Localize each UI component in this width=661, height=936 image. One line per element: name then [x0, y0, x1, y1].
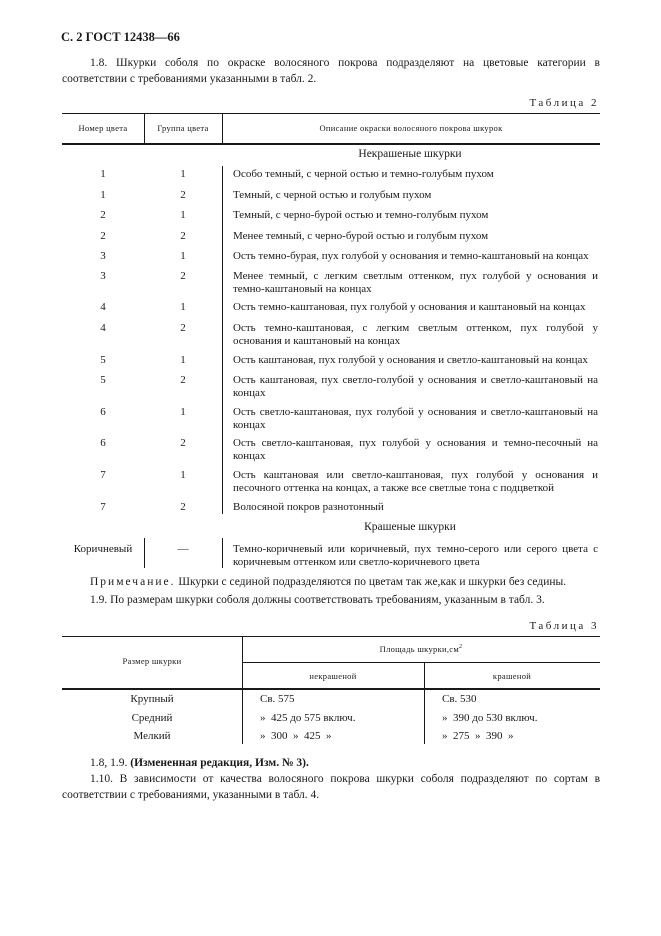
- color-description: Менее темный, с легким светлым оттенком, пух голубой у основания и темно-каштановый на концах: [233, 270, 598, 295]
- paragraph-1-10: 1.10. В зависимости от качества волосяного покрова шкурки соболя подразделяют по сортам в соответствии с требованиями, указанными в табл. 4.: [62, 773, 600, 801]
- color-description: Ость каштановая, пух светло-голубой у основания и светло-каштановый на концах: [233, 374, 598, 399]
- table-3-mid-rule: [242, 662, 600, 663]
- table-2-top-rule: [62, 113, 600, 114]
- color-group: 1: [180, 354, 186, 366]
- color-group: 1: [180, 301, 186, 313]
- color-number: 1: [100, 168, 106, 180]
- color-group: 1: [180, 250, 186, 262]
- color-number: 7: [100, 501, 106, 513]
- color-description: Темно-коричневый или коричневый, пух темно-серого или серого цвета с коричневым оттенком или светло-коричневого цвета: [233, 543, 598, 568]
- color-number: 3: [100, 250, 106, 262]
- color-number: 3: [100, 270, 106, 282]
- table-2-header-group: Группа цвета: [157, 123, 209, 133]
- table-3-caption: Таблица 3: [529, 620, 599, 632]
- color-group: 1: [180, 209, 186, 221]
- area-dyed: » 390 до 530 включ.: [442, 712, 538, 724]
- table-2-header-description: Описание окраски волосяного покрова шкурок: [319, 123, 503, 133]
- color-description: Темный, с черно-бурой остью и темно-голубым пухом: [233, 209, 489, 221]
- table-3-top-rule: [62, 636, 600, 637]
- color-number: 5: [100, 354, 106, 366]
- page-header: С. 2 ГОСТ 12438—66: [61, 30, 180, 44]
- table-2-header-rule: [62, 143, 600, 145]
- area-dyed: Св. 530: [442, 693, 477, 705]
- color-group: 2: [180, 189, 186, 201]
- table-3-header-undyed: некрашеной: [309, 671, 357, 681]
- color-description: Темный, с черной остью и голубым пухом: [233, 189, 432, 201]
- color-description: Ость темно-каштановая, с легким светлым оттенком, пух голубой у основания и каштановый на концах: [233, 322, 598, 347]
- color-description: Ость светло-каштановая, пух голубой у основания и светло-каштановый на концах: [233, 406, 598, 431]
- color-number: 2: [100, 230, 106, 242]
- color-group: 1: [180, 406, 186, 418]
- color-group: —: [177, 543, 189, 555]
- paragraph-1-9: 1.9. По размерам шкурки соболя должны соответствовать требованиям, указанным в табл. 3.: [90, 594, 545, 606]
- table-3-header-dyed: крашеной: [492, 671, 532, 681]
- size-name: Средний: [131, 712, 173, 724]
- area-undyed: » 425 до 575 включ.: [260, 712, 356, 724]
- color-description: Особо темный, с черной остью и темно-голубым пухом: [233, 168, 494, 180]
- table-2-body-divider: [222, 166, 223, 514]
- section-dyed-title: Крашеные шкурки: [364, 521, 456, 533]
- color-group: 1: [180, 168, 186, 180]
- color-group: 2: [180, 374, 186, 386]
- area-undyed: » 300 » 425 »: [260, 730, 332, 742]
- table-2-caption: Таблица 2: [529, 97, 599, 109]
- note-text: Шкурки с сединой подразделяются по цветам так же,как и шкурки без седины.: [178, 576, 567, 588]
- color-group: 2: [180, 322, 186, 334]
- note-label: Примечание.: [90, 576, 176, 588]
- color-description: Ость темно-каштановая, пух голубой у основания и каштановый на концах: [233, 301, 586, 313]
- table-3-header-size: Размер шкурки: [122, 656, 182, 666]
- color-description: Ость каштановая, пух голубой у основания и светло-каштановый на концах: [233, 354, 588, 366]
- color-description: Волосяной покров разнотонный: [233, 501, 384, 513]
- area-undyed: Св. 575: [260, 693, 295, 705]
- table-2-dyed-divider-2: [222, 538, 223, 568]
- color-number: 2: [100, 209, 106, 221]
- table-2-dyed-divider-1: [144, 538, 145, 568]
- color-number: 6: [100, 406, 106, 418]
- color-number: 4: [100, 322, 106, 334]
- table-2-header-number: Номер цвета: [78, 123, 128, 133]
- paragraph-1-8: 1.8. Шкурки соболя по окраске волосяного покрова подразделяют на цветовые категории в соответствии с требованиями указанными в табл. 2.: [62, 57, 600, 85]
- color-group: 1: [180, 469, 186, 481]
- color-description: Ость светло-каштановая, пух голубой у основания и темно-песочный на концах: [233, 437, 598, 462]
- size-name: Крупный: [130, 693, 174, 705]
- color-description: Ость темно-бурая, пух голубой у основания и темно-каштановый на концах: [233, 250, 589, 262]
- color-number: 6: [100, 437, 106, 449]
- section-undyed-title: Некрашеные шкурки: [358, 148, 462, 160]
- color-group: 2: [180, 437, 186, 449]
- color-description: Менее темный, с черно-бурой остью и голубым пухом: [233, 230, 489, 242]
- color-group: 2: [180, 501, 186, 513]
- color-number: 4: [100, 301, 106, 313]
- color-number: Коричневый: [73, 543, 133, 555]
- color-number: 5: [100, 374, 106, 386]
- note: [90, 576, 610, 588]
- size-name: Мелкий: [133, 730, 171, 742]
- table-3-header-area: Площадь $шкурки,см^2$: [379, 644, 463, 654]
- color-number: 7: [100, 469, 106, 481]
- color-description: Ость каштановая или светло-каштановая, пух голубой у основания и песочного оттенка на концах, а также все светлые тона с подцветкой: [233, 469, 598, 494]
- color-group: 2: [180, 270, 186, 282]
- color-number: 1: [100, 189, 106, 201]
- color-group: 2: [180, 230, 186, 242]
- table-3-header-rule: [62, 688, 600, 690]
- revision-note: 1.8, 1.9. (Измененная редакция, Изм. № 3).: [90, 757, 309, 769]
- area-dyed: » 275 » 390 »: [442, 730, 514, 742]
